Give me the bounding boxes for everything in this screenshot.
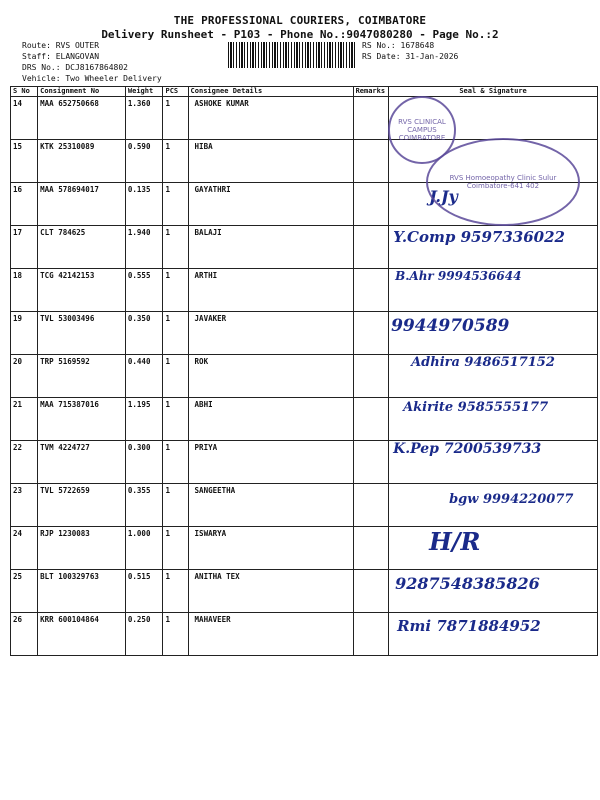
row-remarks (353, 269, 389, 312)
row-remarks (353, 97, 389, 140)
row-signature-cell (389, 398, 598, 441)
row-weight: 0.440 (125, 355, 163, 398)
row-signature-cell (389, 527, 598, 570)
row-sno: 24 (11, 527, 38, 570)
row-weight: 0.135 (125, 183, 163, 226)
table-row (11, 613, 598, 656)
row-consignee-name: ROK (188, 355, 353, 398)
table-row (11, 441, 598, 484)
table-row (11, 355, 598, 398)
row-consignment-no: MAA 578694017 (38, 183, 126, 226)
row-consignment-no: MAA 715387016 (38, 398, 126, 441)
company-title: THE PROFESSIONAL COURIERS, COIMBATORE (173, 14, 427, 27)
col-header-signature: Seal & Signature (389, 87, 598, 97)
row-consignee-name: ANITHA TEX (188, 570, 353, 613)
row-signature-cell (389, 570, 598, 613)
handwritten-signature: Akirite 9585555177 (403, 400, 549, 415)
row-consignment-no: TCG 42142153 (38, 269, 126, 312)
row-signature-cell (389, 613, 598, 656)
row-pcs: 1 (163, 570, 188, 613)
handwritten-signature: J.Jy (429, 187, 458, 206)
col-header-remarks: Remarks (353, 87, 389, 97)
row-remarks (353, 441, 389, 484)
runsheet-subtitle: Delivery Runsheet - P103 - Phone No.:9047080280 - Page No.:2 (101, 28, 499, 41)
row-pcs: 1 (163, 226, 188, 269)
row-weight: 0.300 (125, 441, 163, 484)
stamp1-text: RVS CLINICAL CAMPUS COIMBATORE (398, 118, 446, 142)
table-row (11, 97, 598, 140)
row-weight: 0.250 (125, 613, 163, 656)
col-header-consignee: Consignee Details (188, 87, 353, 97)
handwritten-signature: Y.Comp 9597336022 (393, 228, 565, 246)
row-pcs: 1 (163, 398, 188, 441)
meta-left (22, 40, 162, 84)
table-row (11, 269, 598, 312)
row-remarks (353, 312, 389, 355)
row-pcs: 1 (163, 269, 188, 312)
table-row (11, 312, 598, 355)
handwritten-signature: Rmi 7871884952 (397, 617, 541, 635)
table-row (11, 570, 598, 613)
row-signature-cell (389, 484, 598, 527)
barcode-image (228, 42, 356, 68)
row-pcs: 1 (163, 484, 188, 527)
handwritten-signature: 9944970589 (391, 316, 510, 336)
row-remarks (353, 140, 389, 183)
row-pcs: 1 (163, 97, 188, 140)
row-consignee-name: HIBA (188, 140, 353, 183)
row-sno: 14 (11, 97, 38, 140)
row-sno: 16 (11, 183, 38, 226)
row-consignment-no: MAA 652750668 (38, 97, 126, 140)
row-sno: 21 (11, 398, 38, 441)
row-remarks (353, 527, 389, 570)
row-signature-cell (389, 269, 598, 312)
row-remarks (353, 398, 389, 441)
row-consignment-no: RJP 1230083 (38, 527, 126, 570)
row-sno: 15 (11, 140, 38, 183)
row-sno: 20 (11, 355, 38, 398)
row-sno: 18 (11, 269, 38, 312)
row-pcs: 1 (163, 441, 188, 484)
route-field: Route: RVS OUTER (22, 41, 100, 50)
row-pcs: 1 (163, 613, 188, 656)
handwritten-signature: B.Ahr 9994536644 (395, 269, 522, 283)
staff-field: Staff: ELANGOVAN (22, 52, 100, 61)
row-remarks (353, 355, 389, 398)
row-consignee-name: GAYATHRI (188, 183, 353, 226)
row-consignment-no: KTK 25310089 (38, 140, 126, 183)
row-consignment-no: CLT 784625 (38, 226, 126, 269)
row-pcs: 1 (163, 183, 188, 226)
row-sno: 26 (11, 613, 38, 656)
row-signature-cell (389, 355, 598, 398)
row-weight: 1.940 (125, 226, 163, 269)
row-remarks (353, 226, 389, 269)
row-signature-cell (389, 312, 598, 355)
row-consignee-name: ASHOKE KUMAR (188, 97, 353, 140)
row-consignment-no: TVL 53003496 (38, 312, 126, 355)
row-weight: 0.355 (125, 484, 163, 527)
vehicle-field: Vehicle: Two Wheeler Delivery (22, 74, 162, 83)
handwritten-signature: Adhira 9486517152 (411, 355, 555, 370)
col-header-pcs: PCS (163, 87, 188, 97)
row-pcs: 1 (163, 312, 188, 355)
stamp2-text: RVS Homoeopathy Clinic Sulur Coimbatore-641 402 (449, 174, 557, 190)
row-remarks (353, 613, 389, 656)
row-remarks (353, 183, 389, 226)
row-weight: 1.360 (125, 97, 163, 140)
row-sno: 25 (11, 570, 38, 613)
meta-right (362, 40, 458, 62)
table-row (11, 398, 598, 441)
row-pcs: 1 (163, 527, 188, 570)
handwritten-signature: H/R (429, 527, 481, 556)
drs-field: DRS No.: DCJ8167864802 (22, 63, 128, 72)
table-row (11, 484, 598, 527)
row-consignee-name: SANGEETHA (188, 484, 353, 527)
row-pcs: 1 (163, 355, 188, 398)
col-header-sno: S No (11, 87, 38, 97)
row-sno: 17 (11, 226, 38, 269)
table-header-row (11, 87, 598, 97)
row-consignee-name: JAVAKER (188, 312, 353, 355)
row-consignment-no: KRR 600104864 (38, 613, 126, 656)
row-weight: 1.195 (125, 398, 163, 441)
row-weight: 0.555 (125, 269, 163, 312)
row-remarks (353, 570, 389, 613)
row-weight: 0.590 (125, 140, 163, 183)
row-remarks (353, 484, 389, 527)
handwritten-signature: bgw 9994220077 (449, 492, 574, 507)
handwritten-signature: K.Pep 7200539733 (393, 441, 542, 457)
table-row (11, 527, 598, 570)
row-weight: 1.000 (125, 527, 163, 570)
row-consignment-no: BLT 100329763 (38, 570, 126, 613)
row-consignee-name: ABHI (188, 398, 353, 441)
row-consignment-no: TRP 5169592 (38, 355, 126, 398)
row-consignee-name: ISWARYA (188, 527, 353, 570)
homoeopathy-clinic-stamp (426, 138, 580, 226)
row-weight: 0.350 (125, 312, 163, 355)
rs-date-field: RS Date: 31-Jan-2026 (362, 52, 459, 61)
row-consignment-no: TVM 4224727 (38, 441, 126, 484)
row-weight: 0.515 (125, 570, 163, 613)
col-header-consignment: Consignment No (38, 87, 126, 97)
row-signature-cell (389, 226, 598, 269)
row-pcs: 1 (163, 140, 188, 183)
handwritten-signature: 9287548385826 (395, 574, 540, 593)
table-row (11, 226, 598, 269)
row-sno: 23 (11, 484, 38, 527)
row-sno: 19 (11, 312, 38, 355)
row-consignee-name: ARTHI (188, 269, 353, 312)
col-header-weight: Weight (125, 87, 163, 97)
row-consignment-no: TVL 5722659 (38, 484, 126, 527)
row-signature-cell (389, 441, 598, 484)
row-sno: 22 (11, 441, 38, 484)
rs-no-field: RS No.: 1678648 (362, 41, 435, 50)
row-consignee-name: PRIYA (188, 441, 353, 484)
row-consignee-name: MAHAVEER (188, 613, 353, 656)
row-consignee-name: BALAJI (188, 226, 353, 269)
